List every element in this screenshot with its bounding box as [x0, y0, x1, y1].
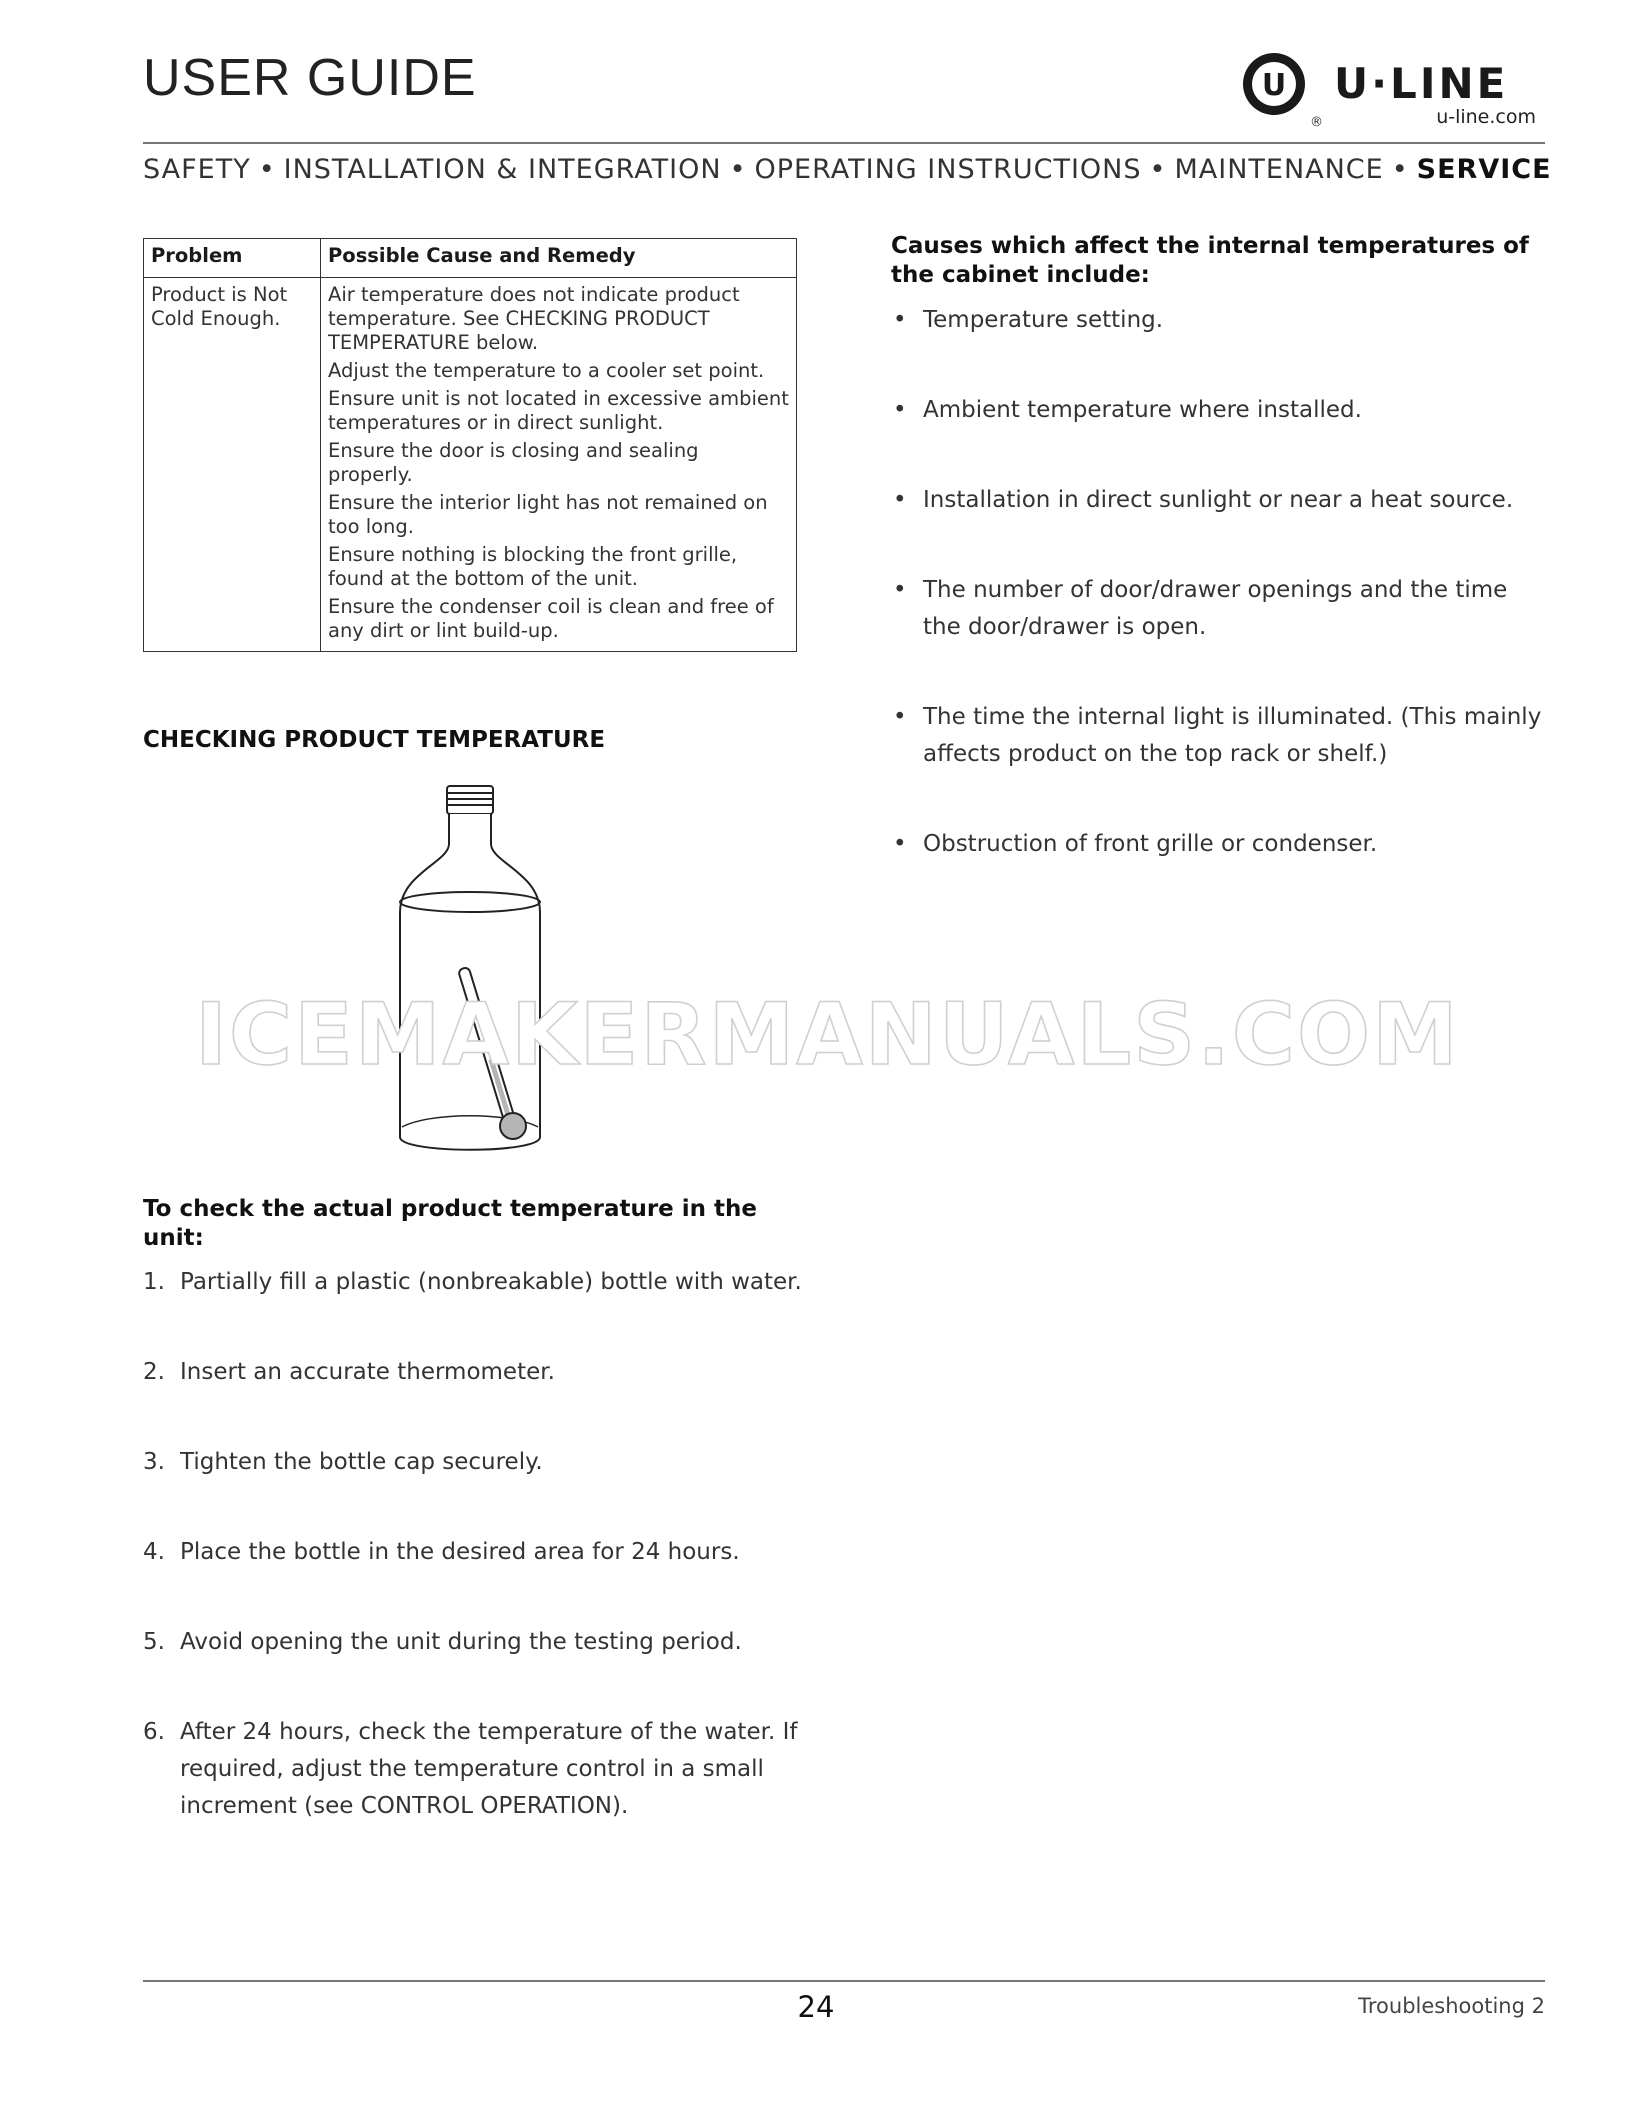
bottle-thermometer-illustration: [390, 782, 550, 1162]
checking-temperature-heading: CHECKING PRODUCT TEMPERATURE: [143, 727, 606, 753]
step-text: Insert an accurate thermometer.: [180, 1359, 555, 1385]
problem-cell: Product is Not Cold Enough.: [144, 278, 321, 652]
cause-text: Ambient temperature where installed.: [923, 397, 1362, 423]
troubleshooting-table: [143, 238, 797, 652]
step-text: After 24 hours, check the temperature of the water. If required, adjust the temperature control in a small increment (see CONTROL OPERATION).: [180, 1719, 798, 1819]
nav-item-maintenance: MAINTENANCE: [1174, 154, 1384, 185]
registered-mark: ®: [1310, 115, 1323, 130]
list-item: [891, 302, 1551, 339]
column-header-problem: Problem: [144, 239, 321, 278]
remedy-item: Ensure unit is not located in excessive ambient temperatures or in direct sunlight.: [328, 387, 789, 434]
page-number: 24: [797, 1990, 835, 2024]
step-text: Place the bottle in the desired area for 24 hours.: [180, 1539, 740, 1565]
step-number: 1.: [143, 1269, 165, 1295]
step-number: 5.: [143, 1629, 165, 1655]
bullet: •: [893, 397, 907, 423]
bullet: •: [893, 307, 907, 333]
remedy-cell: [321, 278, 797, 652]
step-text: Tighten the bottle cap securely.: [180, 1449, 543, 1475]
list-item: [143, 1444, 803, 1481]
bullet: •: [893, 704, 907, 730]
nav-item-safety: SAFETY: [143, 154, 251, 185]
list-item: [891, 392, 1551, 429]
list-item: [143, 1264, 803, 1301]
remedy-item: Ensure nothing is blocking the front grille, found at the bottom of the unit.: [328, 543, 738, 590]
step-text: Avoid opening the unit during the testing period.: [180, 1629, 742, 1655]
step-number: 4.: [143, 1539, 165, 1565]
nav-item-operating: OPERATING INSTRUCTIONS: [754, 154, 1142, 185]
cause-text: The number of door/drawer openings and the time the door/drawer is open.: [923, 577, 1508, 640]
step-text: Partially fill a plastic (nonbreakable) bottle with water.: [180, 1269, 802, 1295]
nav-separator: •: [1391, 154, 1409, 185]
list-item: [891, 572, 1551, 646]
step-number: 3.: [143, 1449, 165, 1475]
causes-heading: Causes which affect the internal temperatures of the cabinet include:: [891, 233, 1529, 288]
table-row: [144, 278, 797, 652]
watermark: ICEMAKERMANUALS.COM: [195, 985, 1460, 1085]
remedy-item: Ensure the door is closing and sealing properly.: [328, 439, 699, 486]
list-item: [143, 1624, 803, 1661]
header-divider: [143, 142, 1545, 144]
list-item: [891, 699, 1551, 773]
bullet: •: [893, 831, 907, 857]
remedy-item: Ensure the interior light has not remained on too long.: [328, 491, 768, 538]
step-number: 6.: [143, 1719, 165, 1745]
list-item: [143, 1354, 803, 1391]
footer-divider: [143, 1980, 1545, 1982]
steps-heading: To check the actual product temperature in the unit:: [143, 1196, 758, 1251]
bullet: •: [893, 577, 907, 603]
remedy-item: Air temperature does not indicate product temperature. See CHECKING PRODUCT TEMPERATURE below.: [328, 283, 740, 354]
bullet: •: [893, 487, 907, 513]
list-item: [143, 1714, 803, 1825]
remedy-item: Adjust the temperature to a cooler set point.: [328, 359, 765, 382]
nav-item-service: SERVICE: [1416, 154, 1552, 185]
step-number: 2.: [143, 1359, 165, 1385]
nav-separator: •: [1149, 154, 1167, 185]
list-item: [891, 826, 1551, 863]
table-header-row: [144, 239, 797, 278]
brand-mark-letter: U: [1261, 68, 1287, 103]
nav-separator: •: [258, 154, 276, 185]
brand-url: u-line.com: [1436, 106, 1536, 128]
footer-section-label: Troubleshooting 2: [1358, 1994, 1545, 2018]
nav-item-installation: INSTALLATION & INTEGRATION: [283, 154, 722, 185]
cause-text: The time the internal light is illuminated. (This mainly affects product on the top rack or shelf.): [923, 704, 1542, 767]
list-item: [891, 482, 1551, 519]
cause-text: Installation in direct sunlight or near a heat source.: [923, 487, 1514, 513]
page-title: USER GUIDE: [143, 49, 477, 107]
section-nav: [143, 154, 1552, 185]
remedy-item: Ensure the condenser coil is clean and free of any dirt or lint build-up.: [328, 595, 774, 642]
brand-name: U·LINE: [1334, 59, 1509, 108]
cause-text: Temperature setting.: [923, 307, 1164, 333]
list-item: [143, 1534, 803, 1571]
nav-separator: •: [729, 154, 747, 185]
column-header-remedy: Possible Cause and Remedy: [321, 239, 797, 278]
cause-text: Obstruction of front grille or condenser.: [923, 831, 1378, 857]
